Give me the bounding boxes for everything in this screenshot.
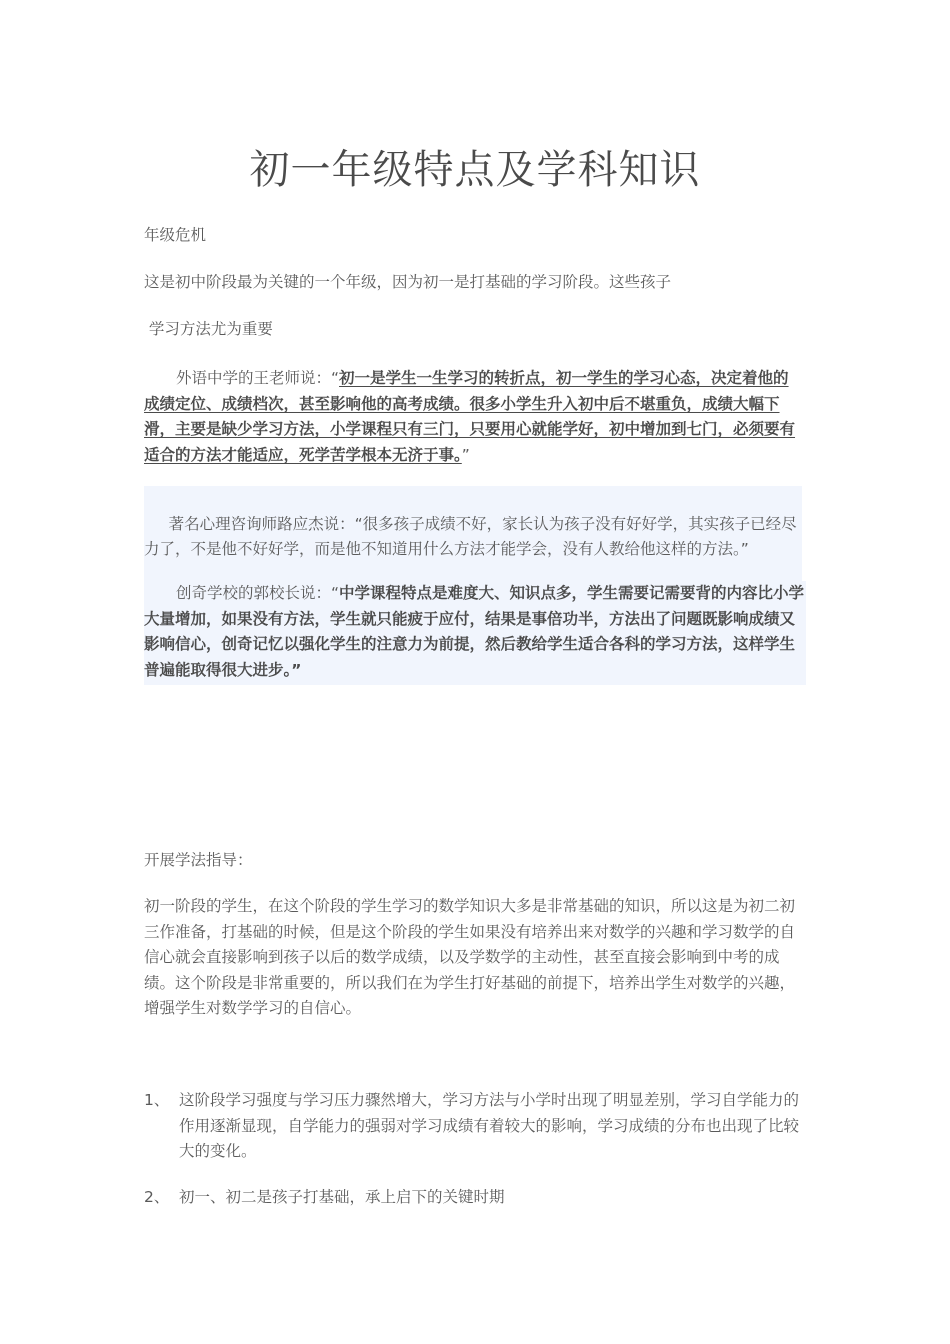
section-heading: 年级危机 xyxy=(144,226,207,244)
quote-text: 中学课程特点是难度大、知识点多，学生需要记需要背的内容比小学大量增加，如果没有方法，学生就只能疲于应付，结果是事倍功半，方法出了问题既影响成绩又影响信心，创奇记忆以强化学生的注意力为前提，然后教给学生适合各科的学习方法，这样学生普遍能取得很大进步。” xyxy=(144,584,805,679)
quote-speaker: 外语中学的王老师说： xyxy=(176,369,332,387)
quote-speaker: 创奇学校的郭校长说： xyxy=(176,584,332,602)
study-method-heading: 学习方法尤为重要 xyxy=(144,320,273,338)
list-text: 初一、初二是孩子打基础，承上启下的关键时期 xyxy=(179,1188,505,1206)
quote-open-mark: “ xyxy=(331,369,340,387)
quote-text: 著名心理咨询师路应杰说：“很多孩子成绩不好，家长认为孩子没有好好学，其实孩子已经尽力了，不是他不好好学，而是他不知道用什么方法才能学会，没有人教给他这样的方法。” xyxy=(144,514,797,558)
list-number: 1、 xyxy=(144,1091,170,1109)
quote-lu xyxy=(144,486,802,588)
list-item xyxy=(144,1185,804,1211)
guidance-body: 初一阶段的学生，在这个阶段的学生学习的数学知识大多是非常基础的知识，所以这是为初二初三作准备，打基础的时候，但是这个阶段的学生如果没有培养出来对数学的兴趣和学习数学的自信心就会直接影响到孩子以后的数学成绩，以及学数学的主动性，甚至直接会影响到中考的成绩。这个阶段是非常重要的，所以我们在为学生打好基础的前提下，培养出学生对数学的兴趣，增强学生对数学学习的自信心。 xyxy=(144,897,796,1017)
quote-wang xyxy=(144,366,804,468)
list-number: 2、 xyxy=(144,1188,170,1206)
list-item xyxy=(144,1088,804,1165)
quote-open-mark: “ xyxy=(331,584,340,602)
quote-close-mark: ” xyxy=(461,445,470,464)
quote-guo xyxy=(144,581,806,685)
page-title: 初一年级特点及学科知识 xyxy=(249,147,701,193)
quote-text: 初一是学生一生学习的转折点，初一学生的学习心态，决定着他的成绩定位、成绩档次，甚至影响他的高考成绩。很多小学生升入初中后不堪重负，成绩大幅下滑，主要是缺少学习方法，小学课程只有三门，只要用心就能学好，初中增加到七门，必须要有适合的方法才能适应，死学苦学根本无济于事。 xyxy=(144,369,796,464)
intro-paragraph: 这是初中阶段最为关键的一个年级，因为初一是打基础的学习阶段。这些孩子 xyxy=(144,273,672,291)
list-text: 这阶段学习强度与学习压力骤然增大，学习方法与小学时出现了明显差别，学习自学能力的作用逐渐显现，自学能力的强弱对学习成绩有着较大的影响，学习成绩的分布也出现了比较大的变化。 xyxy=(179,1091,800,1160)
guidance-heading: 开展学法指导： xyxy=(144,851,253,869)
